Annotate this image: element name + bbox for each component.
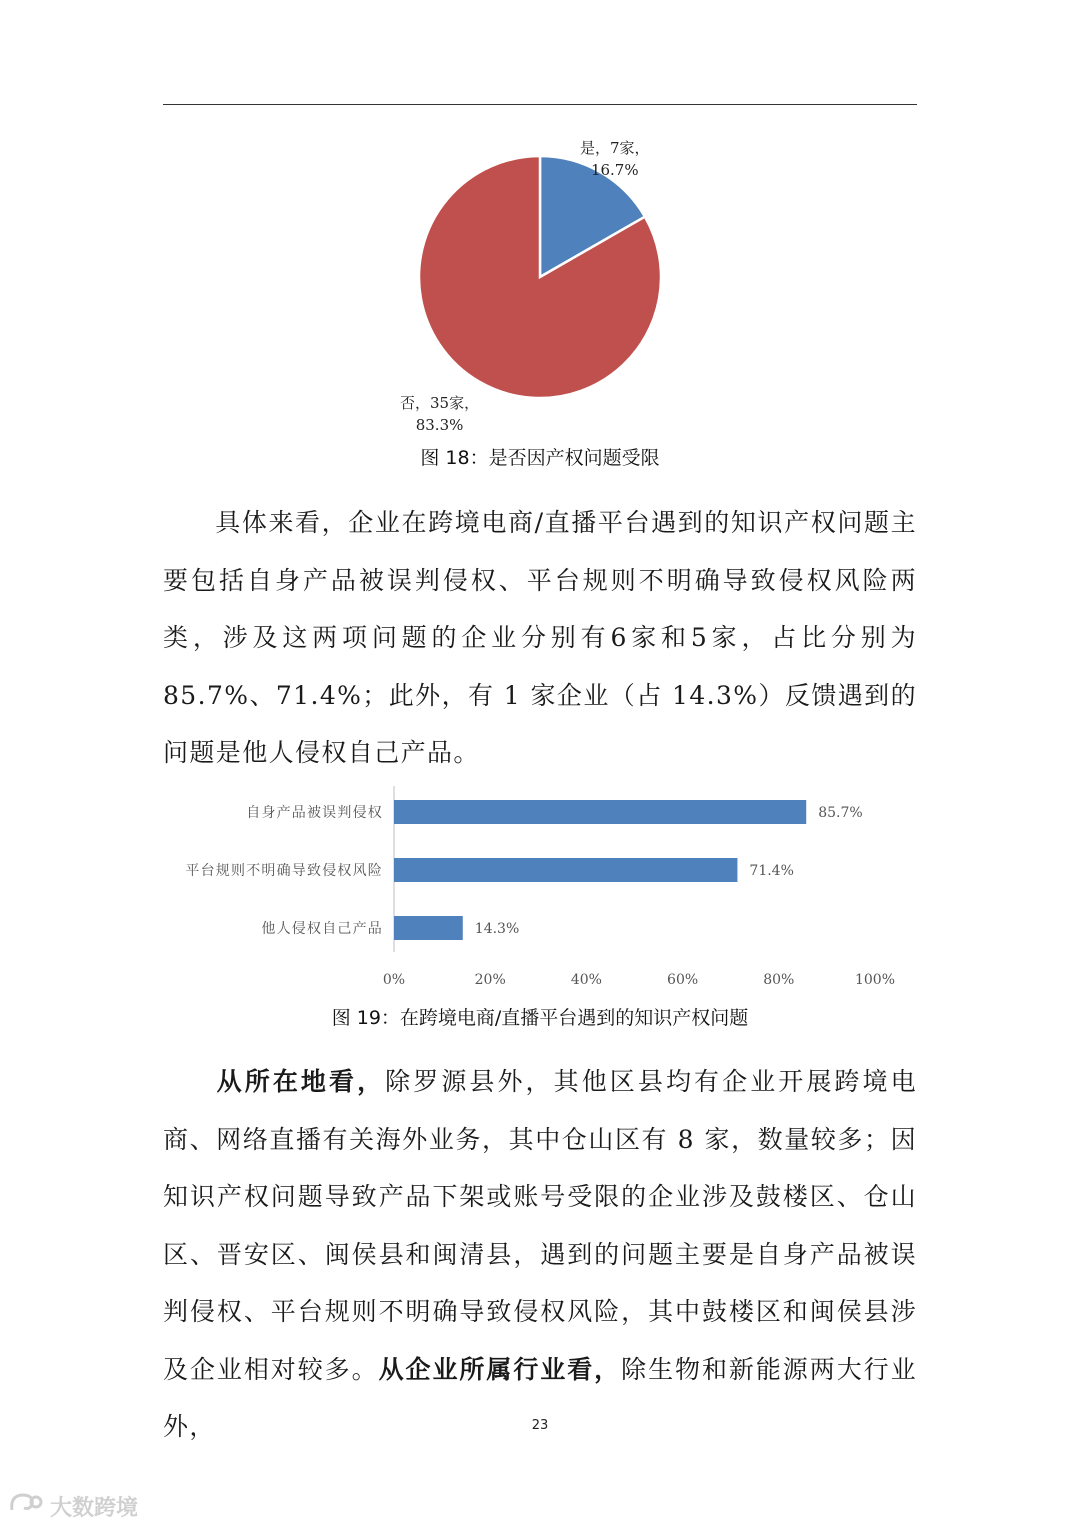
pie-label-no: 否，35家， 83.3%: [400, 394, 480, 434]
pie-chart: [380, 135, 700, 440]
bar: [394, 800, 806, 824]
figure-19-caption: 图 19：在跨境电商/直播平台遇到的知识产权问题: [331, 1007, 749, 1029]
x-tick-label: 60%: [667, 972, 699, 988]
pie-label-yes: 是，7家， 16.7%: [580, 139, 650, 179]
logo-swirl-icon: [8, 1490, 46, 1522]
header-rule: [163, 104, 917, 105]
x-tick-label: 0%: [382, 972, 406, 988]
watermark-text: 大数跨境: [50, 1495, 139, 1521]
bold-lead: 从所在地看，: [215, 1067, 386, 1096]
figure-18-caption: 图 18：是否因产权问题受限: [420, 447, 660, 469]
x-tick-label: 20%: [474, 972, 506, 988]
bold-mid: 从企业所属行业看，: [378, 1354, 622, 1384]
page-number: 23: [531, 1418, 549, 1433]
bar-category-label: 平台规则不明确导致侵权风险: [185, 863, 383, 879]
x-tick-label: 100%: [854, 972, 896, 988]
paragraph-1: 具体来看，企业在跨境电商/直播平台遇到的知识产权问题主要包括自身产品被误判侵权、平台规则不明确导致侵权风险两类，涉及这两项问题的企业分别有6家和5家，占比分别为85.7%、71.4%；此外，有 1 家企业（占 14.3%）反馈遇到的问题是他人侵权自己产品。: [163, 508, 917, 767]
x-tick-label: 40%: [570, 972, 602, 988]
paragraph-2: 从所在地看，除罗源县外，其他区县均有企业开展跨境电商、网络直播有关海外业务，其中仓山区有 8 家，数量较多；因知识产权问题导致产品下架或账号受限的企业涉及鼓楼区、仓山区、晋安区、闽侯县和闽清县，遇到的问题主要是自身产品被误判侵权、平台规则不明确导致侵权风险，其中鼓楼区和闽侯县涉及企业相对较多。从企业所属行业看，除生物和新能源两大行业外，: [163, 1067, 918, 1441]
bar-value-label: 85.7%: [818, 805, 863, 821]
bar-chart: [163, 780, 917, 995]
bar-value-label: 71.4%: [749, 863, 794, 879]
bar-value-label: 14.3%: [474, 921, 520, 937]
bar: [394, 858, 737, 882]
bar-category-label: 他人侵权自己产品: [261, 921, 383, 937]
bar-category-label: 自身产品被误判侵权: [246, 805, 383, 821]
watermark: [8, 1490, 138, 1522]
x-tick-label: 80%: [763, 972, 795, 988]
bar: [394, 916, 463, 940]
